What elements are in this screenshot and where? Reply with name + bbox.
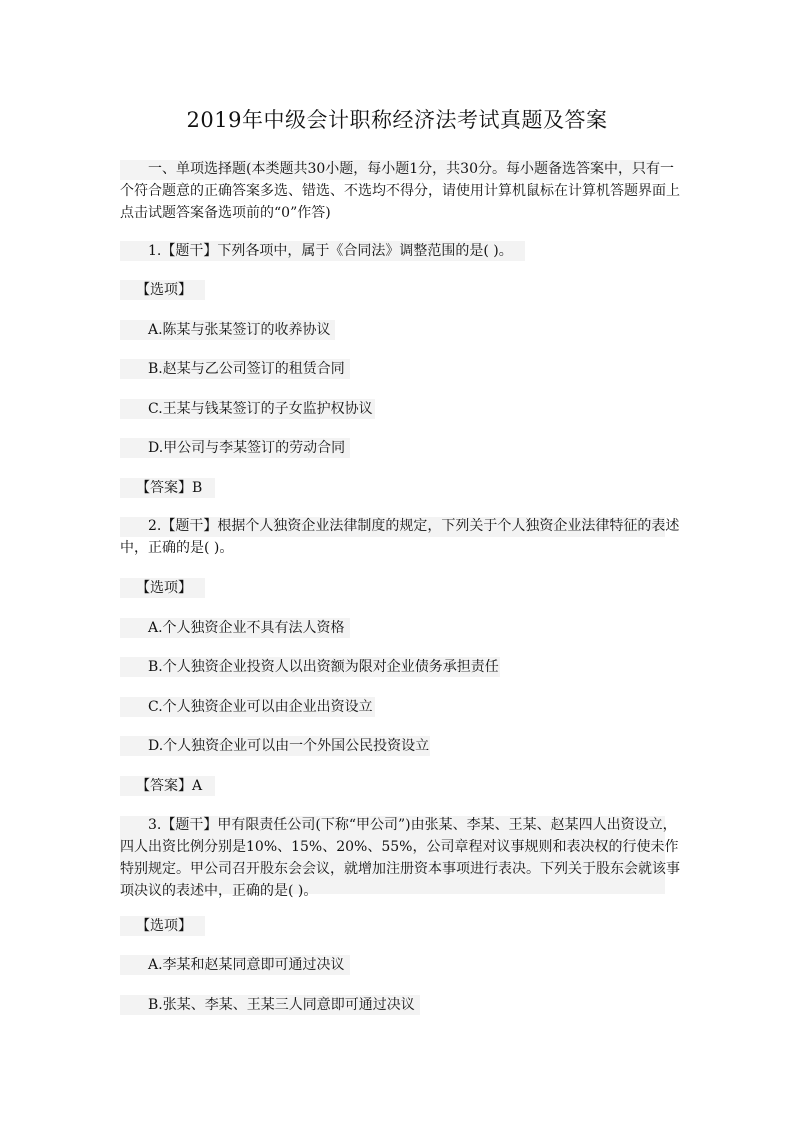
q1-option-d: D.甲公司与李某签订的劳动合同: [148, 440, 346, 456]
q2-option-c: C.个人独资企业可以由企业出资设立: [148, 699, 373, 715]
q2-options-label: 【选项】: [136, 580, 192, 596]
intro-paragraph: [120, 158, 680, 224]
q3-options-label: 【选项】: [136, 918, 192, 934]
q1-option-b: B.赵某与乙公司签订的租赁合同: [148, 361, 345, 377]
q3-option-a: A.李某和赵某同意即可通过决议: [148, 957, 345, 973]
q2-option-d: D.个人独资企业可以由一个外国公民投资设立: [148, 738, 430, 754]
intro-text: 一、单项选择题(本类题共30小题，每小题1分，共30分。每小题备选答案中，只有一个符合题意的正确答案多选、错选、不选均不得分，请使用计算机鼠标在计算机答题界面上点击试题答案备选项前的“0”作答): [120, 161, 680, 221]
q2-option-b: B.个人独资企业投资人以出资额为限对企业债务承担责任: [148, 659, 499, 675]
q3-stem: 3.【题干】甲有限责任公司(下称“甲公司”)由张某、李某、王某、赵某四人出资设立，四人出资比例分别是10%、15%、20%、55%，公司章程对议事规则和表决权的行使未作特别规定。甲公司召开股东会会议，就增加注册资本事项进行表决。下列关于股东会就该事项决议的表述中，正确的是( )。: [120, 817, 680, 899]
q1-options-label: 【选项】: [136, 282, 192, 298]
q3-option-b: B.张某、李某、王某三人同意即可通过决议: [148, 997, 415, 1013]
q1-answer: 【答案】B: [136, 480, 203, 496]
q1-option-c: C.王某与钱某签订的子女监护权协议: [148, 401, 373, 417]
q2-answer: 【答案】A: [136, 778, 203, 794]
q1-option-a: A.陈某与张某签订的收养协议: [148, 322, 331, 338]
document-title: 2019年中级会计职称经济法考试真题及答案: [186, 108, 608, 132]
q1-stem: 1.【题干】下列各项中，属于《合同法》调整范围的是( )。: [148, 243, 513, 259]
q2-option-a: A.个人独资企业不具有法人资格: [148, 620, 345, 636]
q2-stem: 2.【题干】根据个人独资企业法律制度的规定，下列关于个人独资企业法律特征的表述中，正确的是( )。: [120, 518, 680, 556]
